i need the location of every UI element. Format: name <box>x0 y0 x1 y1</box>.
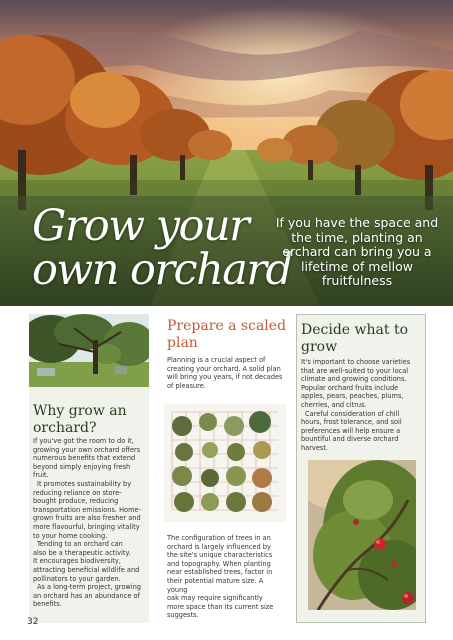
text-line: It promotes sustainability by <box>37 479 132 488</box>
decide-heading-line-2: grow <box>301 339 338 355</box>
text-line: Planning is a crucial aspect of <box>167 356 266 364</box>
page-title-line-2: own orchard <box>32 245 292 295</box>
text-line: also be a therapeutic activity. <box>33 548 131 557</box>
page-number: 32 <box>27 617 39 627</box>
text-line: benefits. <box>33 600 62 609</box>
text-line: apples, pears, peaches, plums, <box>301 392 404 401</box>
prepare-plan-heading <box>167 318 287 352</box>
strapline: If you have the space and the time, planting an orchard can bring you a lifetime of mellow fruitfulness <box>275 215 439 288</box>
text-line: growing your own orchard offers <box>33 445 141 454</box>
text-line: numerous benefits that extend <box>33 454 136 463</box>
decide-heading-line-1: Decide what to <box>301 322 409 338</box>
why-grow-heading-line-2: orchard? <box>33 420 97 436</box>
page-title <box>32 201 292 295</box>
text-line: suggests. <box>167 611 199 620</box>
text-line: more space than its current size <box>167 602 274 611</box>
text-line: Popular orchard fruits include <box>301 383 399 392</box>
text-line: and topography. When planting <box>167 559 271 568</box>
prepare-plan-heading-line-2: plan <box>167 335 198 351</box>
text-line: reducing reliance on store- <box>33 488 122 497</box>
text-line: grown fruits are also fresher and <box>33 514 141 523</box>
text-line: an orchard has an abundance of <box>33 591 140 600</box>
text-line: preferences will help ensure a <box>301 426 401 435</box>
text-line: As a long-term project, growing <box>37 583 141 592</box>
prepare-plan-intro <box>167 356 285 390</box>
tree-configuration-text <box>167 534 285 620</box>
text-line: will bring you years, if not decades <box>167 373 283 382</box>
text-line: oak may require significantly <box>167 594 263 603</box>
why-grow-heading-line-1: Why grow an <box>33 403 127 419</box>
text-line: attracting beneficial wildlife and <box>33 565 140 574</box>
apple-branch-photo <box>308 460 416 610</box>
text-line: climate and growing conditions. <box>301 375 407 384</box>
text-line: more flavourful, bringing vitality <box>33 522 140 531</box>
text-line: that are well-suited to your local <box>301 366 409 375</box>
text-line: to your home cooking. <box>33 531 108 540</box>
text-line: the site's unique characteristics <box>167 551 273 560</box>
text-line: bountiful and diverse orchard <box>301 435 399 444</box>
prepare-plan-heading-line-1: Prepare a scaled <box>167 318 287 334</box>
text-line: fruit. <box>33 471 49 480</box>
text-line: Tending to an orchard can <box>37 540 123 549</box>
text-line: harvest. <box>301 443 329 452</box>
text-line: The configuration of trees in an <box>167 534 271 542</box>
text-line: cherries, and citrus. <box>301 400 367 409</box>
why-grow-heading <box>33 403 147 437</box>
tree-grid-image <box>164 404 286 522</box>
apple-tree-image <box>308 460 416 610</box>
oak-tree-image <box>29 314 149 387</box>
orchard-plan-grid-photo <box>164 404 286 522</box>
text-line: creating your orchard. A solid plan <box>167 364 281 373</box>
text-line: their potential mature size. A young <box>167 576 264 594</box>
text-line: hours, frost tolerance, and soil <box>301 418 402 427</box>
why-grow-text <box>33 437 147 609</box>
hero-photo-orchard <box>0 0 453 306</box>
text-line: It encourages biodiversity, <box>33 557 121 566</box>
decide-what-to-grow-text <box>301 358 421 453</box>
text-line: transportation emissions. Home- <box>33 505 141 514</box>
page-title-line-1: Grow your <box>32 201 249 251</box>
text-line: orchard is largely influenced by <box>167 542 271 551</box>
text-line: If you've got the room to do it, <box>33 437 134 445</box>
text-line: bought produce, reducing <box>33 497 119 506</box>
text-line: Careful consideration of chill <box>305 409 400 418</box>
decide-what-to-grow-heading <box>301 322 423 356</box>
text-line: of pleasure. <box>167 381 206 390</box>
text-line: beyond simply enjoying fresh <box>33 462 131 471</box>
text-line: It's important to choose varieties <box>301 358 411 366</box>
oak-tree-photo <box>29 314 149 387</box>
text-line: pollinators to your garden. <box>33 574 121 583</box>
text-line: near established trees, factor in <box>167 568 273 577</box>
